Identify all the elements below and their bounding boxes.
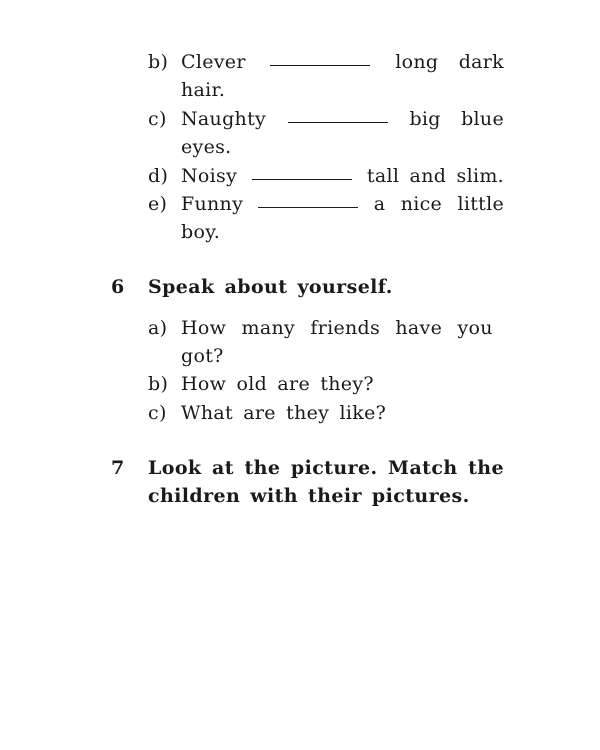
exercise-title: Look at the picture. Match the children with their pictures. — [148, 457, 504, 507]
exercise-title: Speak about yourself. — [148, 276, 393, 298]
exercise-number: 7 — [111, 457, 125, 479]
item-end-text: a nice little — [373, 193, 504, 215]
item-letter: c) — [148, 108, 167, 130]
item-letter: d) — [148, 165, 169, 187]
item-start-text: Funny — [181, 193, 244, 215]
item-start-text: Naughty — [181, 108, 267, 130]
item-start-text: Clever — [181, 51, 246, 73]
item-letter: e) — [148, 193, 168, 215]
item-letter: b) — [148, 373, 169, 395]
item-end-text: tall and slim. — [366, 165, 504, 187]
item-letter: c) — [148, 402, 167, 424]
item-end-text: long dark — [395, 51, 504, 73]
answer-blank[interactable] — [288, 106, 388, 123]
item-letter: a) — [148, 317, 168, 339]
answer-blank[interactable] — [258, 191, 358, 208]
question-text: How old are they? — [181, 373, 374, 395]
question-text: How many friends have you — [181, 317, 493, 339]
item-continuation: boy. — [181, 221, 221, 243]
item-continuation: got? — [181, 345, 224, 367]
item-letter: b) — [148, 51, 169, 73]
exercise-number: 6 — [111, 276, 125, 298]
item-continuation: eyes. — [181, 136, 232, 158]
question-text: What are they like? — [181, 402, 387, 424]
item-end-text: big blue — [409, 108, 504, 130]
item-start-text: Noisy — [181, 165, 238, 187]
answer-blank[interactable] — [270, 49, 370, 66]
item-continuation: hair. — [181, 79, 226, 101]
answer-blank[interactable] — [252, 163, 352, 180]
